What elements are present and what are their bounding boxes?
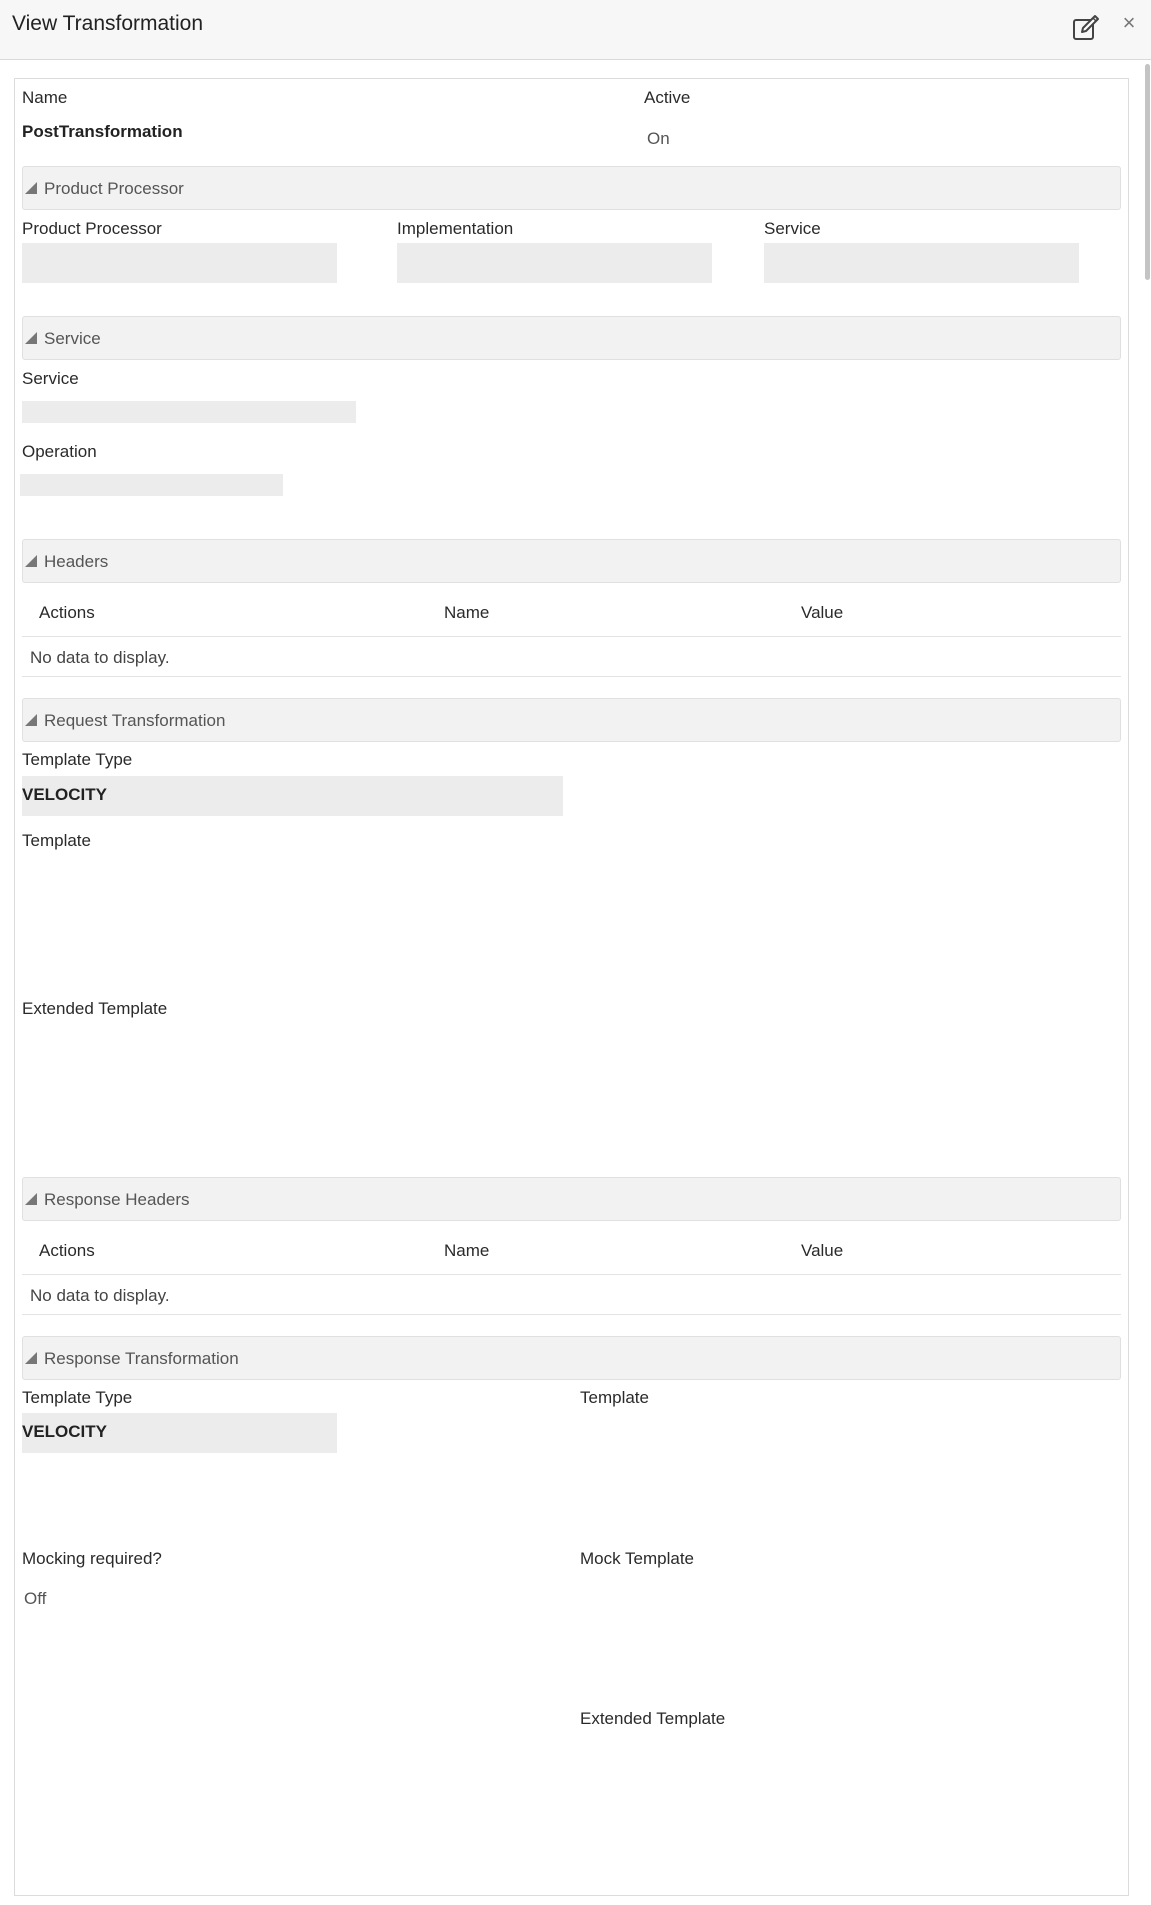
operation-label: Operation bbox=[22, 442, 97, 461]
close-icon[interactable]: × bbox=[1122, 10, 1136, 35]
section-label: Response Transformation bbox=[44, 1349, 239, 1368]
pp-service-label: Service bbox=[764, 219, 821, 238]
headers-empty-message: No data to display. bbox=[30, 648, 170, 667]
table-divider bbox=[22, 636, 1121, 637]
request-template-type-field bbox=[22, 776, 563, 816]
headers-col-actions: Actions bbox=[39, 603, 95, 622]
table-divider bbox=[22, 1274, 1121, 1275]
section-service[interactable] bbox=[22, 316, 1121, 360]
table-divider bbox=[22, 1314, 1121, 1315]
operation-field bbox=[20, 474, 283, 496]
headers-col-value: Value bbox=[801, 603, 844, 622]
request-template-label: Template bbox=[22, 831, 91, 850]
response-template-type-value: VELOCITY bbox=[22, 1422, 108, 1441]
edit-icon[interactable] bbox=[1072, 14, 1102, 42]
scrollbar-track[interactable] bbox=[1142, 60, 1151, 1905]
response-template-type-label: Template Type bbox=[22, 1388, 133, 1407]
collapse-triangle-icon bbox=[23, 1192, 39, 1206]
service-field bbox=[22, 401, 356, 423]
collapse-triangle-icon bbox=[23, 1351, 39, 1365]
mocking-required-value: Off bbox=[24, 1589, 47, 1608]
collapse-triangle-icon bbox=[23, 713, 39, 727]
section-label: Service bbox=[44, 329, 101, 348]
response-headers-col-actions: Actions bbox=[39, 1241, 95, 1260]
dialog-header bbox=[0, 0, 1151, 60]
response-headers-empty-message: No data to display. bbox=[30, 1286, 170, 1305]
section-label: Response Headers bbox=[44, 1190, 190, 1209]
product-processor-field bbox=[22, 243, 337, 283]
section-response-transformation[interactable] bbox=[22, 1336, 1121, 1380]
scrollbar-thumb[interactable] bbox=[1145, 64, 1150, 280]
section-response-headers[interactable] bbox=[22, 1177, 1121, 1221]
request-extended-template-label: Extended Template bbox=[22, 999, 168, 1018]
section-request-transformation[interactable] bbox=[22, 698, 1121, 742]
name-value: PostTransformation bbox=[22, 122, 183, 141]
response-headers-col-value: Value bbox=[801, 1241, 844, 1260]
request-template-type-value: VELOCITY bbox=[22, 785, 108, 804]
response-headers-col-name: Name bbox=[444, 1241, 490, 1260]
mocking-required-label: Mocking required? bbox=[22, 1549, 162, 1568]
response-template-label: Template bbox=[580, 1388, 649, 1407]
response-template-type-field bbox=[22, 1413, 337, 1453]
pp-service-field bbox=[764, 243, 1079, 283]
response-extended-template-label: Extended Template bbox=[580, 1709, 726, 1728]
implementation-field bbox=[397, 243, 712, 283]
active-value: On bbox=[647, 129, 670, 148]
table-divider bbox=[22, 676, 1121, 677]
section-headers[interactable] bbox=[22, 539, 1121, 583]
collapse-triangle-icon bbox=[23, 554, 39, 568]
request-template-type-label: Template Type bbox=[22, 750, 133, 769]
collapse-triangle-icon bbox=[23, 331, 39, 345]
section-label: Headers bbox=[44, 552, 109, 571]
section-label: Request Transformation bbox=[44, 711, 226, 730]
section-product-processor[interactable] bbox=[22, 166, 1121, 210]
section-label: Product Processor bbox=[44, 179, 184, 198]
active-label: Active bbox=[644, 88, 691, 107]
collapse-triangle-icon bbox=[23, 181, 39, 195]
mock-template-label: Mock Template bbox=[580, 1549, 695, 1568]
name-label: Name bbox=[22, 88, 68, 107]
implementation-label: Implementation bbox=[397, 219, 514, 238]
product-processor-label: Product Processor bbox=[22, 219, 162, 238]
headers-col-name: Name bbox=[444, 603, 490, 622]
dialog-title: View Transformation bbox=[12, 12, 204, 35]
service-label: Service bbox=[22, 369, 79, 388]
